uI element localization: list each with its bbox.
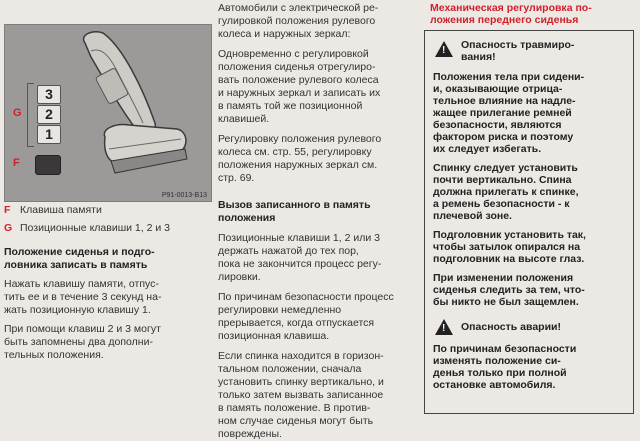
warning-line: фактором риска и поэтому	[433, 131, 574, 143]
middle-column	[218, 2, 416, 441]
paragraph-line: прерывается, когда отпускается	[218, 317, 375, 329]
warning-block	[433, 71, 631, 308]
warning-line: По причинам безопасности	[433, 343, 577, 355]
paragraph-line: установить спинку вертикально, и	[218, 376, 384, 388]
memory-save-section	[4, 246, 210, 362]
paragraph-line: тить ее и в течение 3 секунд на-	[4, 291, 162, 303]
paragraph-line: в память положение. В против-	[218, 402, 371, 414]
position-key-2: 2	[37, 105, 61, 124]
paragraph-line: Позиционные клавиши 1, 2 или 3	[218, 232, 380, 244]
warning-line: и, оказывающие отрица-	[433, 83, 563, 95]
warning-line: изменять положение си-	[433, 355, 561, 367]
paragraph-line: жать позиционную клавишу 1.	[4, 304, 151, 316]
paragraph-line: и наружных зеркал и записать их	[218, 87, 381, 99]
left-column	[0, 0, 212, 418]
warning-line: остановке автомобиля.	[433, 379, 556, 391]
warning-triangle-icon	[435, 41, 453, 57]
figure-code: P91-0013-B13	[161, 192, 207, 199]
heading-line: Опасность травмиро-	[461, 39, 575, 51]
warning-line: Положения тела при сидени-	[433, 71, 585, 83]
mechanical-adjust-title	[430, 2, 636, 26]
paragraph-line: Автомобили с электрической ре-	[218, 2, 379, 14]
paragraph-line: Регулировку положения рулевого	[218, 133, 382, 145]
paragraph-line: лировки.	[218, 271, 261, 283]
paragraph-line: Нажать клавишу памяти, отпус-	[4, 278, 159, 290]
paragraph-line: тельных положения.	[4, 349, 104, 361]
paragraph-line: быть запомнены два дополни-	[4, 336, 153, 348]
warning-line: чтобы затылок опирался на	[433, 241, 581, 253]
right-column	[422, 0, 640, 418]
section-heading-line: ловника записать в память	[4, 259, 148, 271]
paragraph-line: Одновременно с регулировкой	[218, 48, 369, 60]
g-keys-bracket	[27, 83, 34, 147]
paragraph-line: положения наружных зеркал см.	[218, 159, 378, 171]
paragraph-line: в память той же позиционной	[218, 100, 363, 112]
paragraph-line: держать нажатой до тех пор,	[218, 245, 359, 257]
warning-line: При изменении положения	[433, 272, 574, 284]
title-line: Механическая регулировка по-	[430, 2, 592, 14]
warning-line: денья только при полной	[433, 367, 567, 379]
warning-line: безопасности, являются	[433, 119, 562, 131]
warning-line: а ремень безопасности - к	[433, 198, 570, 210]
legend-letter: G	[4, 222, 13, 234]
paragraph-line: стр. 69.	[218, 172, 255, 184]
section-heading-line: Положение сиденья и подго-	[4, 246, 155, 258]
warning-line: Спинку следует установить	[433, 162, 578, 174]
warning-line: подголовник на высоте глаз.	[433, 253, 585, 265]
paragraph-line: По причинам безопасности процесс	[218, 291, 394, 303]
danger-accident-heading: Опасность аварии!	[461, 321, 561, 333]
legend-letter: F	[4, 204, 11, 216]
figure-label-f: F	[13, 157, 20, 169]
warning-line: Подголовник установить так,	[433, 229, 586, 241]
paragraph-line: вать положение рулевого колеса	[218, 74, 379, 86]
warning-block	[433, 343, 631, 391]
legend-item-g	[4, 222, 170, 234]
paragraph-line: гулировкой положения рулевого	[218, 15, 376, 27]
warning-line: почти вертикально. Спина	[433, 174, 572, 186]
title-line: ложения переднего сиденья	[430, 14, 579, 26]
position-key-3: 3	[37, 85, 61, 104]
paragraph-line: тальном положении, сначала	[218, 363, 362, 375]
paragraph-line: ном случае сиденья могут быть	[218, 415, 374, 427]
danger-injury-heading	[461, 39, 629, 63]
seat-controls-figure	[4, 24, 212, 202]
paragraph-line: При помощи клавиш 2 и 3 могут	[4, 323, 161, 335]
warning-line: их следует избегать.	[433, 143, 542, 155]
heading-line: вания!	[461, 51, 496, 63]
warning-line: сиденья следить за тем, что-	[433, 284, 585, 296]
warning-line: тельное влияние на надле-	[433, 95, 576, 107]
paragraph-line: колеса и наружных зеркал:	[218, 28, 351, 40]
memory-key	[35, 155, 61, 175]
paragraph-line: положения сиденья отрегулиро-	[218, 61, 376, 73]
paragraph-line: Если спинка находится в горизон-	[218, 350, 384, 362]
legend-text: Клавиша памяти	[20, 204, 102, 216]
paragraph-line: пока не закончится процесс регу-	[218, 258, 382, 270]
paragraph-line: клавишей.	[218, 113, 270, 125]
paragraph-line: повреждены.	[218, 428, 282, 440]
position-key-1: 1	[37, 125, 61, 144]
safety-warning-box	[424, 30, 634, 414]
legend-text: Позиционные клавиши 1, 2 и 3	[20, 222, 170, 234]
paragraph-line: позиционная клавиша.	[218, 330, 330, 342]
warning-line: жащее прилегание ремней	[433, 107, 572, 119]
warning-line: плечевой зоне.	[433, 210, 512, 222]
warning-line: должна прилегать к спинке,	[433, 186, 579, 198]
section-heading-line: положения	[218, 212, 276, 224]
paragraph-line: колеса см. стр. 55, регулировку	[218, 146, 372, 158]
paragraph-line: только затем вызвать записанное	[218, 389, 384, 401]
legend-item-f	[4, 204, 102, 216]
figure-label-g: G	[13, 107, 22, 119]
warning-line: бы никто не был защемлен.	[433, 296, 579, 308]
section-heading-line: Вызов записанного в память	[218, 199, 371, 211]
paragraph-line: регулировки немедленно	[218, 304, 342, 316]
warning-triangle-icon	[435, 319, 453, 335]
